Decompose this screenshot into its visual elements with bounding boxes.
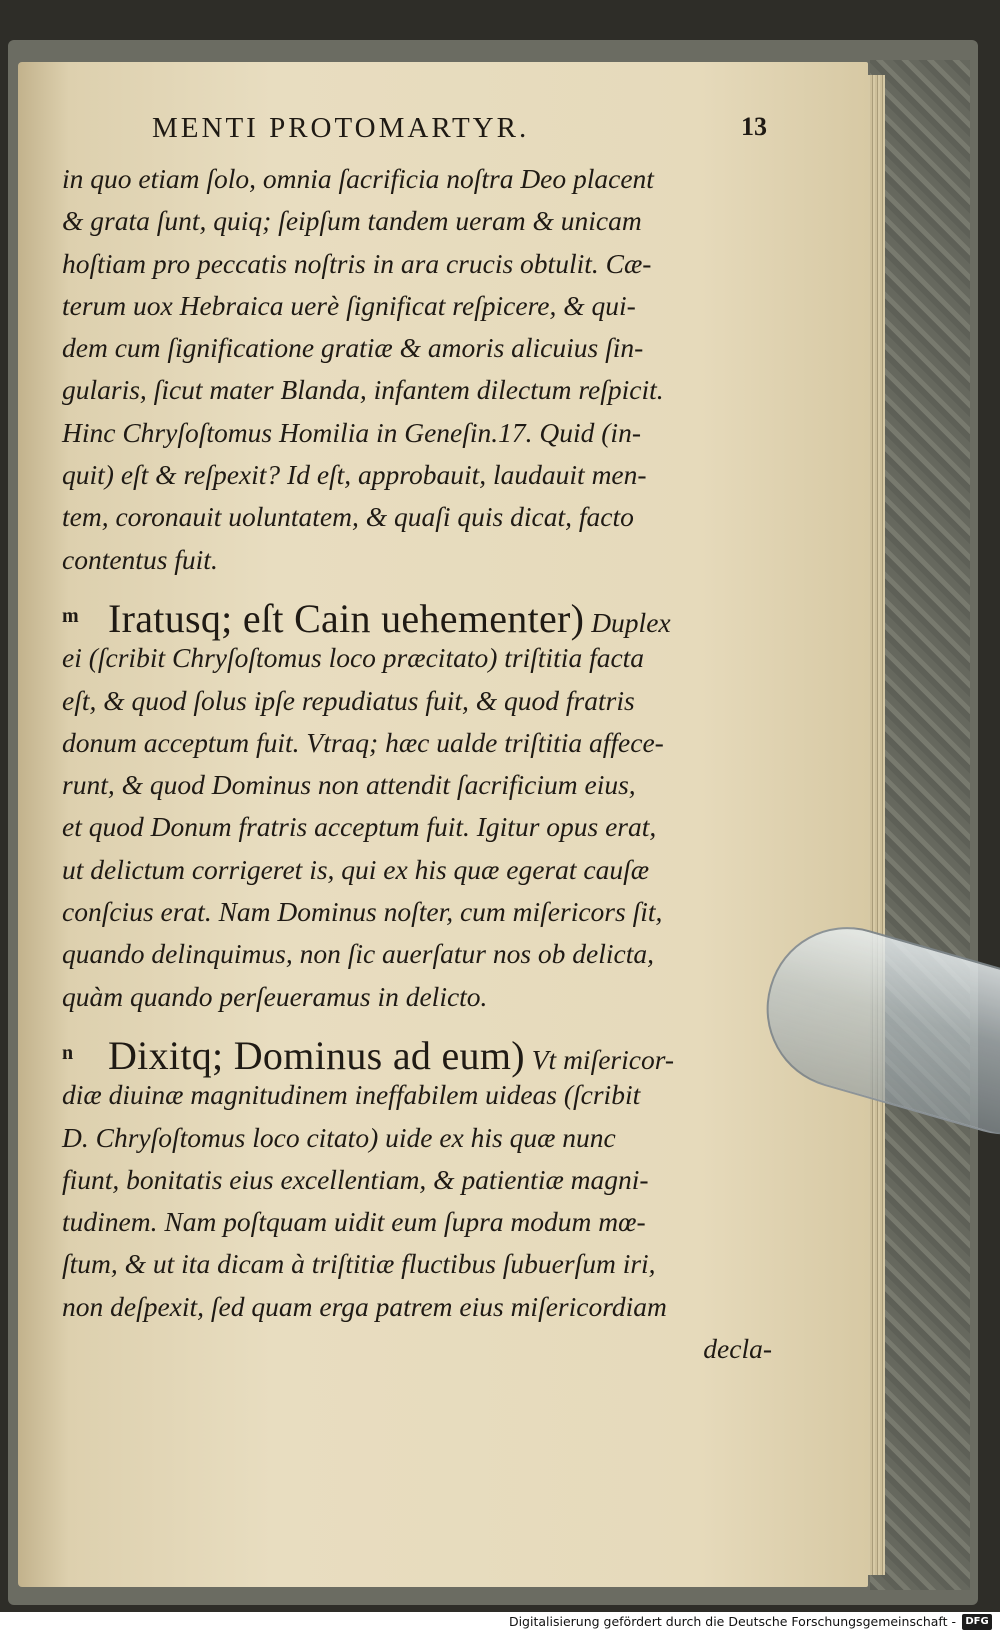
text-line: runt, & quod Dominus non attendit ſacrificium eius, — [62, 769, 636, 801]
text-line: contentus fuit. — [62, 543, 218, 575]
text-line: diæ diuinæ magnitudinem ineffabilem uideas (ſcribit — [62, 1079, 641, 1111]
text-line: gularis, ſicut mater Blanda, infantem dilectum reſpicit. — [62, 374, 664, 406]
text-line: quando delinquimus, non ſic auerſatur nos ob delicta, — [62, 938, 654, 970]
text-line: tudinem. Nam poſtquam uidit eum ſupra modum mœ- — [62, 1206, 646, 1238]
text-line: ei (ſcribit Chryſoſtomus loco præcitato) triſtitia facta — [62, 642, 645, 674]
text-line: dem cum ſignificatione gratiæ & amoris alicuius ſin- — [62, 332, 644, 364]
text-line: & grata ſunt, quiq; ſeipſum tandem ueram & unicam — [62, 205, 642, 237]
lemma: Dixitq; Dominus ad eum) — [108, 1032, 525, 1078]
text-line: tem, coronauit uoluntatem, & quaſi quis dicat, facto — [62, 501, 634, 533]
lemma-line-n — [62, 1032, 774, 1078]
text-line: terum uox Hebraica uerè ſignificat reſpicere, & qui- — [62, 289, 636, 321]
page-number: 13 — [741, 112, 767, 141]
text-line: quit) eſt & reſpexit? Id eſt, approbauit, laudauit men- — [62, 459, 647, 491]
signature-mark: m — [62, 604, 79, 627]
text-line: D. Chryſoſtomus loco citato) uide ex his quæ nunc — [62, 1121, 616, 1153]
text-line: non deſpexit, ſed quam erga patrem eius miſericordiam — [62, 1290, 667, 1322]
paragraph-3 — [62, 1074, 774, 1328]
lemma-line-m — [62, 595, 774, 641]
text-line: eſt, & quod ſolus ipſe repudiatus fuit, & quod fratris — [62, 684, 635, 716]
text-line: conſcius erat. Nam Dominus noſter, cum miſericors ſit, — [62, 896, 663, 928]
text-line: et quod Donum fratris acceptum fuit. Igitur opus erat, — [62, 811, 657, 843]
paragraph-1 — [62, 158, 774, 581]
paragraph-2 — [62, 637, 774, 1018]
dfg-logo: DFG — [962, 1614, 992, 1630]
footer — [0, 1612, 1000, 1634]
text-line: quàm quando perſeueramus in delicto. — [62, 980, 488, 1012]
text-line: ut delictum corrigeret is, qui ex his quæ egerat cauſæ — [62, 853, 650, 885]
page-body — [62, 158, 774, 1370]
line-text: Duplex — [584, 606, 671, 638]
catchword: decla- — [703, 1333, 772, 1365]
line-text: Vt miſericor- — [524, 1043, 675, 1075]
text-line: in quo etiam ſolo, omnia ſacrificia noſtra Deo placent — [62, 163, 654, 194]
text-line: donum acceptum fuit. Vtraq; hæc ualde triſtitia affece- — [62, 726, 664, 758]
cover-marbling — [870, 60, 970, 1590]
lemma: Iratusq; eſt Cain uehementer) — [108, 595, 585, 641]
text-line: hoſtiam pro peccatis noſtris in ara crucis obtulit. Cæ- — [62, 247, 652, 279]
page-header — [152, 112, 767, 148]
text-line: fiunt, bonitatis eius excellentiam, & patientiæ magni- — [62, 1163, 649, 1195]
running-head: MENTI PROTOMARTYR. — [152, 112, 530, 144]
catchword-line — [62, 1328, 774, 1370]
funding-credit: Digitalisierung gefördert durch die Deutsche Forschungsgemeinschaft - — [508, 1614, 956, 1629]
signature-mark: n — [62, 1041, 74, 1064]
text-line: Hinc Chryſoſtomus Homilia in Geneſin.17. Quid (in- — [62, 416, 641, 448]
text-line: ſtum, & ut ita dicam à triſtitiæ fluctibus ſubuerſum iri, — [62, 1248, 656, 1280]
